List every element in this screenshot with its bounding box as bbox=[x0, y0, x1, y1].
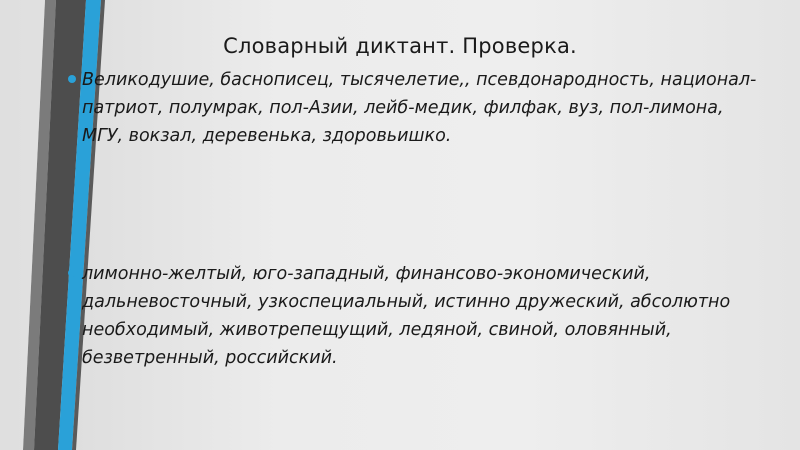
slide-title: Словарный диктант. Проверка. bbox=[223, 34, 577, 58]
bullet-marker bbox=[68, 269, 76, 277]
bullet-text-1: Великодушие, баснописец, тысячелетие,, псевдонародность, национал-патриот, полумрак, пол-Азии, лейб-медик, филфак, вуз, пол-лимона, МГУ, вокзал, деревенька, здоровьишко. bbox=[82, 70, 757, 146]
bullet-marker bbox=[68, 75, 76, 83]
bullet-paragraph-2 bbox=[82, 260, 762, 372]
bullet-paragraph-1 bbox=[82, 66, 762, 150]
bullet-text-2: лимонно-желтый, юго-западный, финансово-экономический, дальневосточный, узкоспециальный, истинно дружеский, абсолютно необходимый, животрепещущий, ледяной, свиной, оловянный, безветренный, российский. bbox=[82, 264, 731, 368]
